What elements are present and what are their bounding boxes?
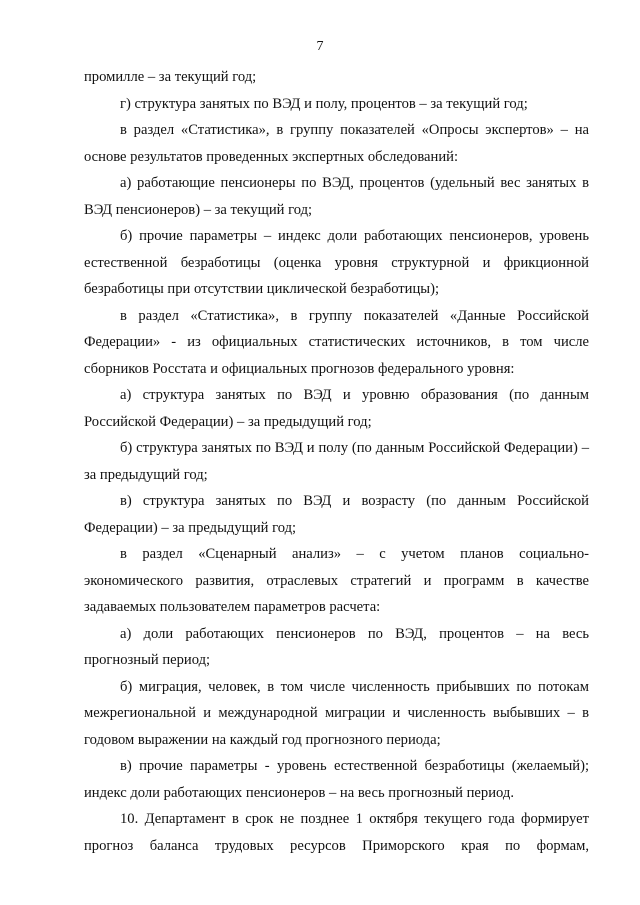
paragraph-item-v-other-params: в) прочие параметры - уровень естественной безработицы (желаемый); индекс доли работающих пенсионеров – на весь прогнозный период. xyxy=(84,758,589,801)
paragraph-continuation: промилле – за текущий год; xyxy=(84,69,257,85)
paragraph-item-b-other-params: б) прочие параметры – индекс доли работающих пенсионеров, уровень естественной безработицы (оценка уровня структурной и фрикционной безработицы при отсутствии циклической безработицы); xyxy=(84,228,589,297)
paragraph-item-a-pensioners: а) работающие пенсионеры по ВЭД, процентов (удельный вес занятых в ВЭД пенсионеров) – за текущий год; xyxy=(84,175,589,218)
paragraph-section-rf-data: в раздел «Статистика», в группу показателей «Данные Российской Федерации» - из официальных статистических источников, в том числе сборников Росстата и официальных прогнозов федерального уровня: xyxy=(84,307,589,377)
paragraph-item-b-migration: б) миграция, человек, в том числе численность прибывших по потокам межрегиональной и международной миграции и численность выбывших – в годовом выражении на каждый год прогнозного периода; xyxy=(84,678,589,748)
paragraph-item-a-share-pensioners: а) доли работающих пенсионеров по ВЭД, процентов – на весь прогнозный период; xyxy=(84,625,589,668)
paragraph-section-scenario: в раздел «Сценарный анализ» – с учетом планов социально-экономического развития, отраслевых стратегий и программ в качестве задаваемых пользователем параметров расчета: xyxy=(84,546,589,615)
paragraph-item-b-gender: б) структура занятых по ВЭД и полу (по данным Российской Федерации) – за предыдущий год; xyxy=(84,440,589,483)
paragraph-item-a-education: а) структура занятых по ВЭД и уровню образования (по данным Российской Федерации) – за предыдущий год; xyxy=(84,387,589,430)
paragraph-item-g: г) структура занятых по ВЭД и полу, процентов – за текущий год; xyxy=(120,95,528,112)
paragraph-section-experts: в раздел «Статистика», в группу показателей «Опросы экспертов» – на основе результатов проведенных экспертных обследований: xyxy=(84,122,589,165)
paragraph-clause-10: 10. Департамент в срок не позднее 1 октября текущего года формирует прогноз баланса трудовых ресурсов Приморского края по формам, xyxy=(84,811,589,854)
paragraph-item-v-age: в) структура занятых по ВЭД и возрасту (по данным Российской Федерации) – за предыдущий год; xyxy=(84,493,589,536)
document-body xyxy=(84,64,589,859)
page-number: 7 xyxy=(316,39,324,54)
